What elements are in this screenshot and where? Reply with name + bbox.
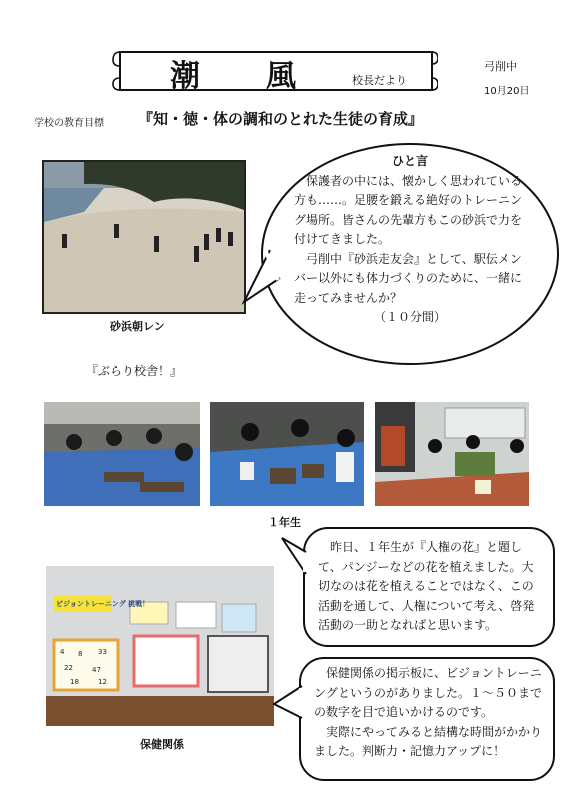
issue-date: 10月20日 [484, 86, 530, 97]
hitokoto-duration: （１０分間） [373, 310, 446, 324]
beach-running-photo [42, 160, 246, 314]
health-bubble [272, 656, 558, 782]
planting-photo-3 [375, 402, 529, 506]
vision-training-sign: ビジョントレーニング 挑戦！ [56, 600, 150, 608]
beach-photo-caption: 砂浜朝レン [110, 320, 165, 333]
planting-photo-1 [44, 402, 200, 506]
school-name: 弓削中 [484, 60, 517, 73]
goal-label: 学校の教育目標 [34, 118, 104, 129]
flowers-text: 昨日、１年生が『人権の花』と題して、パンジーなどの花を植えました。大切なのは花を植えることではなく、この活動を通して、人権について考え、啓発活動の一助となればと思います。 [318, 540, 535, 632]
health-caption: 保健関係 [140, 738, 184, 751]
newsletter-subtitle: 校長だより [352, 74, 407, 87]
svg-text:33: 33 [98, 648, 107, 656]
hitokoto-bubble [240, 140, 562, 368]
health-text-2: 実際にやってみると結構な時間がかかりました。判断力・記憶力アップに！ [314, 724, 543, 758]
health-board-photo [46, 566, 274, 726]
flowers-bubble [280, 526, 558, 648]
section-title-burari: 『ぶらり校舎！』 [86, 364, 183, 378]
svg-text:22: 22 [64, 664, 73, 672]
svg-text:12: 12 [98, 678, 107, 686]
header-banner [112, 48, 438, 94]
hitokoto-paragraph-2: 弓削中『砂浜走友会』として、駅伝メンバー以外にも体力づくりのために、一緒に走ってみませんか？ [294, 251, 523, 305]
svg-text:8: 8 [78, 650, 83, 658]
first-year-caption: １年生 [268, 516, 301, 529]
hitokoto-heading: ひと言 [391, 154, 428, 168]
planting-photo-2 [210, 402, 364, 506]
educational-goal: 『知・徳・体の調和のとれた生徒の育成』 [138, 110, 424, 128]
svg-text:47: 47 [92, 666, 101, 674]
svg-text:4: 4 [60, 648, 65, 656]
hitokoto-paragraph-1: 保護者の中には、懐かしく思われている方も……。足腰を鍛える絶好のトレーニング場所。皆さんの先輩方もこの砂浜で力を付けてきました。 [294, 173, 523, 246]
health-text-1: 保健関係の掲示板に、ビジョントレーニングというのがありました。１〜５０までの数字を目で追いかけるのです。 [314, 666, 543, 719]
svg-text:18: 18 [70, 678, 79, 686]
newsletter-title: 潮 風 [170, 59, 314, 94]
